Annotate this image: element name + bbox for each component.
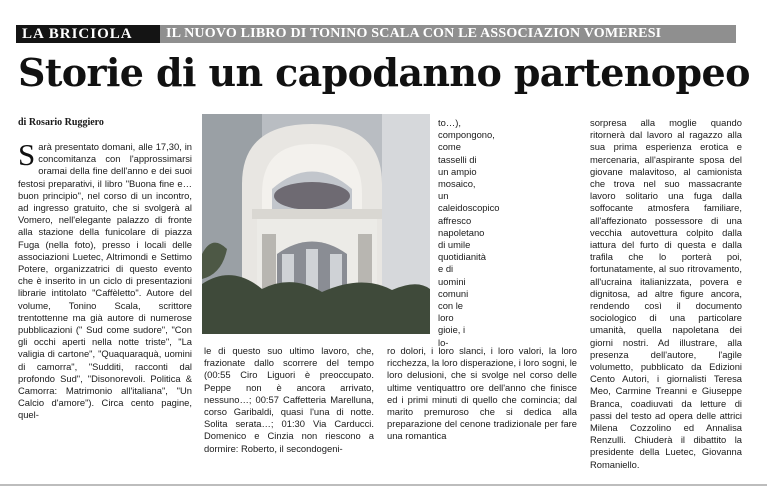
drop-cap: S	[18, 137, 36, 172]
section-rubric: LA BRICIOLA	[16, 25, 160, 43]
article-column-1	[18, 137, 192, 476]
article-column-3-top: to…), compongono, come tasselli di un ampio mosaico, un caleidoscopico affresco napoletano di umile quotidianità e di uomini comuni con le loro gioie, i lo-	[438, 117, 500, 348]
column-1-text: arà presentato domani, alle 17,30, in concomitanza con l'approssimarsi oramai della fine dell'anno e dei suoi festosi preparativi, il libro "Buona fine e… buon principio", nel corso di un incontro, ad ingresso gratuito, che si svolgerà al Vomero, nell'elegante palazzo di fronte alla stazione della funicolare di piazza Fuga (nella foto), presso i locali delle associazioni Luetec, Altrimondi e Settimo Potere, organizzatrici di questo evento che è inserito in un ciclo di presentazioni librarie intitolato "Caffèletto". Autore del volume, Tonino Scala, scrittore trentottenne ma già autore di numerose pubblicazioni (" Sud come sudore", "Con gli occhi aperti nella notte triste", "La valigia di cartone", "Quaquaraquà, uomini di camorra", "Sudditi, racconti dal profondo Sud", "Disonorevoli. Politica & Camorra: Matrimonio all'italiana", "Un Calcio d'amore"). Circa cento pagine, quel-	[18, 141, 192, 421]
byline: di Rosario Ruggiero	[18, 117, 104, 128]
building-photo	[202, 114, 430, 334]
header-subtitle: IL NUOVO LIBRO DI TONINO SCALA CON LE ASSOCIAZION VOMERESI	[166, 26, 662, 41]
building-photo-icon	[202, 114, 430, 334]
page-title: Storie di un capodanno partenopeo	[18, 50, 750, 95]
article-column-4: sorpresa alla moglie quando ritornerà dal lavoro al ragazzo alla sua prima esperienza erotica e mercenaria, all'aspirante sposa del giovane malavitoso, al camionista che trova nel suo massacrante lavoro solitario una fuga dalla soffocante atmosfera familiare, all'affezionato possessore di una vecchia autovettura colpito dalla iattura del furto di questa e dalla trafila che lo porterà poi, fortunatamente, al suo ritrovamento, all'ucraina italianizzata, povera e dignitosa, ad altre figure ancora, rendendo così il documento sociologico di una particolare umanità, quella napoletana dei giorni nostri. Ad illustrare, alla presenza dell'autore, l'agile volumetto, pubblicato da Edizioni Cento Autori, i giornalisti Teresa Meo, Carmine Treanni e Giuseppe Branca, coadiuvati da letture di passi del testo ad opera delle attrici Milena Cozzolino ed Annalisa Renzulli. Chiuderà il dibattito la presidente della Luetec, Giovanna Romaniello.	[590, 117, 742, 470]
bottom-divider	[0, 484, 767, 486]
article-column-2: le di questo suo ultimo lavoro, che, frazionate dallo scorrere del tempo (00:55 Ciro Liguori è preoccupato. Peppe non è ancora arrivato, nessuno…; 00:57 Caffetteria Marelluna, corso Garibaldi, quasi l'una di notte. Solita serata…; 01:30 Via Carducci. Domenico e Cinzia non riescono a dormire: Roberto, il secondogeni-	[204, 345, 374, 454]
article-column-3-bottom: ro dolori, i loro slanci, i loro valori, la loro ricchezza, la loro disperazione, i loro sogni, le loro delusioni, che si svolge nel corso delle ultime ventiquattro ore dell'anno che finisce ed i primi minuti di quello che comincia; dal marito premuroso che si dedica alla preparazione del cenone tradizionale per fare una romantica	[387, 345, 577, 442]
